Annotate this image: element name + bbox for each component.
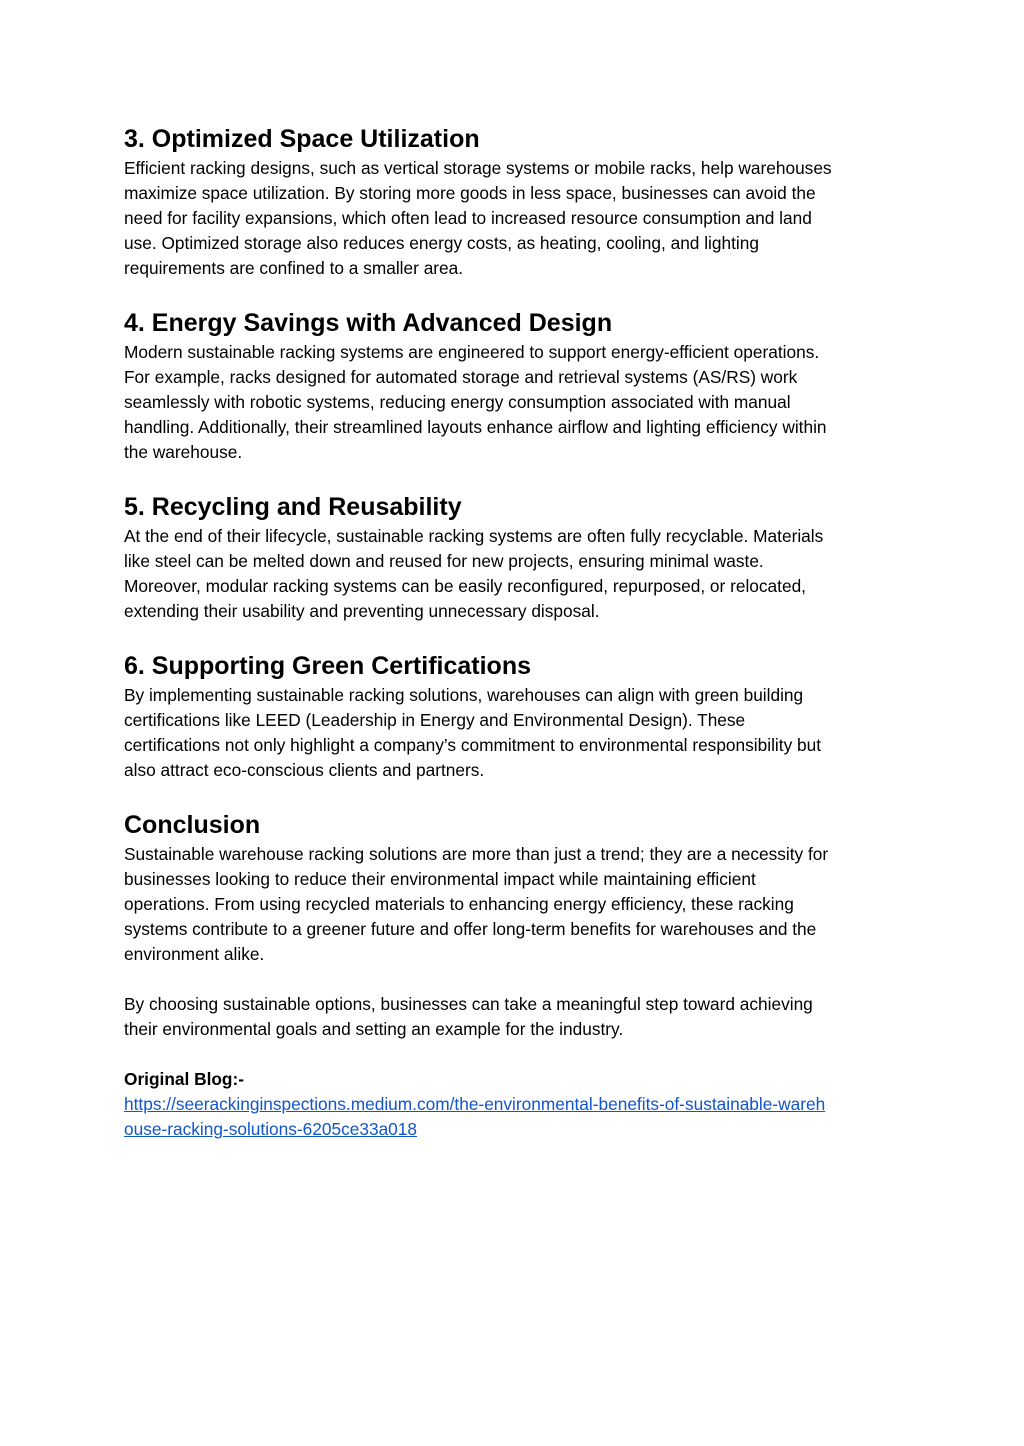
paragraph-line: By implementing sustainable racking solutions, warehouses can align with green building (124, 685, 804, 705)
paragraph-line: certifications like LEED (Leadership in Energy and Environmental Design). These (124, 710, 746, 730)
paragraph-line: the warehouse. (124, 442, 243, 462)
section-heading: 5. Recycling and Reusability (124, 493, 462, 521)
section-paragraph (124, 156, 904, 281)
paragraph-line: seamlessly with robotic systems, reducing energy consumption associated with manual (124, 392, 791, 412)
paragraph-line: handling. Additionally, their streamlined layouts enhance airflow and lighting efficiency within (124, 417, 827, 437)
original-blog (124, 1067, 904, 1142)
section-heading: Conclusion (124, 811, 261, 839)
original-blog-paragraph (124, 1067, 904, 1142)
paragraph-line: extending their usability and preventing unnecessary disposal. (124, 601, 600, 621)
paragraph-line: For example, racks designed for automated storage and retrieval systems (AS/RS) work (124, 367, 798, 387)
link-line[interactable]: https://seerackinginspections.medium.com/the-environmental-benefits-of-sustainable-wareh (124, 1094, 826, 1114)
paragraph-line: need for facility expansions, which often lead to increased resource consumption and land (124, 208, 812, 228)
paragraph-line: operations. From using recycled materials to enhancing energy efficiency, these racking (124, 894, 794, 914)
section-conclusion (124, 808, 904, 967)
paragraph-line: their environmental goals and setting an example for the industry. (124, 1019, 624, 1039)
paragraph-line: environment alike. (124, 944, 265, 964)
paragraph-line: certifications not only highlight a company’s commitment to environmental responsibility but (124, 735, 822, 755)
link-line[interactable]: ouse-racking-solutions-6205ce33a018 (124, 1119, 418, 1139)
paragraph-line: systems contribute to a greener future and offer long-term benefits for warehouses and the (124, 919, 817, 939)
section-optimized-space (124, 122, 904, 281)
paragraph-line: By choosing sustainable options, businesses can take a meaningful step toward achieving (124, 994, 813, 1014)
section-paragraph (124, 340, 904, 465)
paragraph-line: Modern sustainable racking systems are engineered to support energy-efficient operations. (124, 342, 820, 362)
section-heading: 3. Optimized Space Utilization (124, 125, 480, 153)
section-paragraph (124, 683, 904, 783)
paragraph-line: Sustainable warehouse racking solutions are more than just a trend; they are a necessity for (124, 844, 829, 864)
paragraph-line: also attract eco-conscious clients and partners. (124, 760, 485, 780)
original-blog-label: Original Blog:- (124, 1069, 244, 1089)
section-paragraph (124, 524, 904, 624)
paragraph-line: At the end of their lifecycle, sustainable racking systems are often fully recyclable. Materials (124, 526, 824, 546)
paragraph-line: businesses looking to reduce their environmental impact while maintaining efficient (124, 869, 756, 889)
section-heading: 4. Energy Savings with Advanced Design (124, 309, 613, 337)
paragraph-line: requirements are confined to a smaller area. (124, 258, 464, 278)
section-paragraph (124, 842, 904, 967)
section-recycling (124, 490, 904, 624)
closing-paragraph (124, 992, 904, 1042)
section-heading: 6. Supporting Green Certifications (124, 652, 531, 680)
paragraph-line: use. Optimized storage also reduces energy costs, as heating, cooling, and lighting (124, 233, 759, 253)
paragraph-line: Moreover, modular racking systems can be easily reconfigured, repurposed, or relocated, (124, 576, 806, 596)
paragraph-line: maximize space utilization. By storing more goods in less space, businesses can avoid the (124, 183, 816, 203)
paragraph-line: like steel can be melted down and reused for new projects, ensuring minimal waste. (124, 551, 764, 571)
document-page (124, 122, 904, 1142)
section-green-certifications (124, 649, 904, 783)
original-blog-link[interactable] (124, 1092, 904, 1142)
paragraph-line: Efficient racking designs, such as vertical storage systems or mobile racks, help warehouses (124, 158, 832, 178)
section-energy-savings (124, 306, 904, 465)
